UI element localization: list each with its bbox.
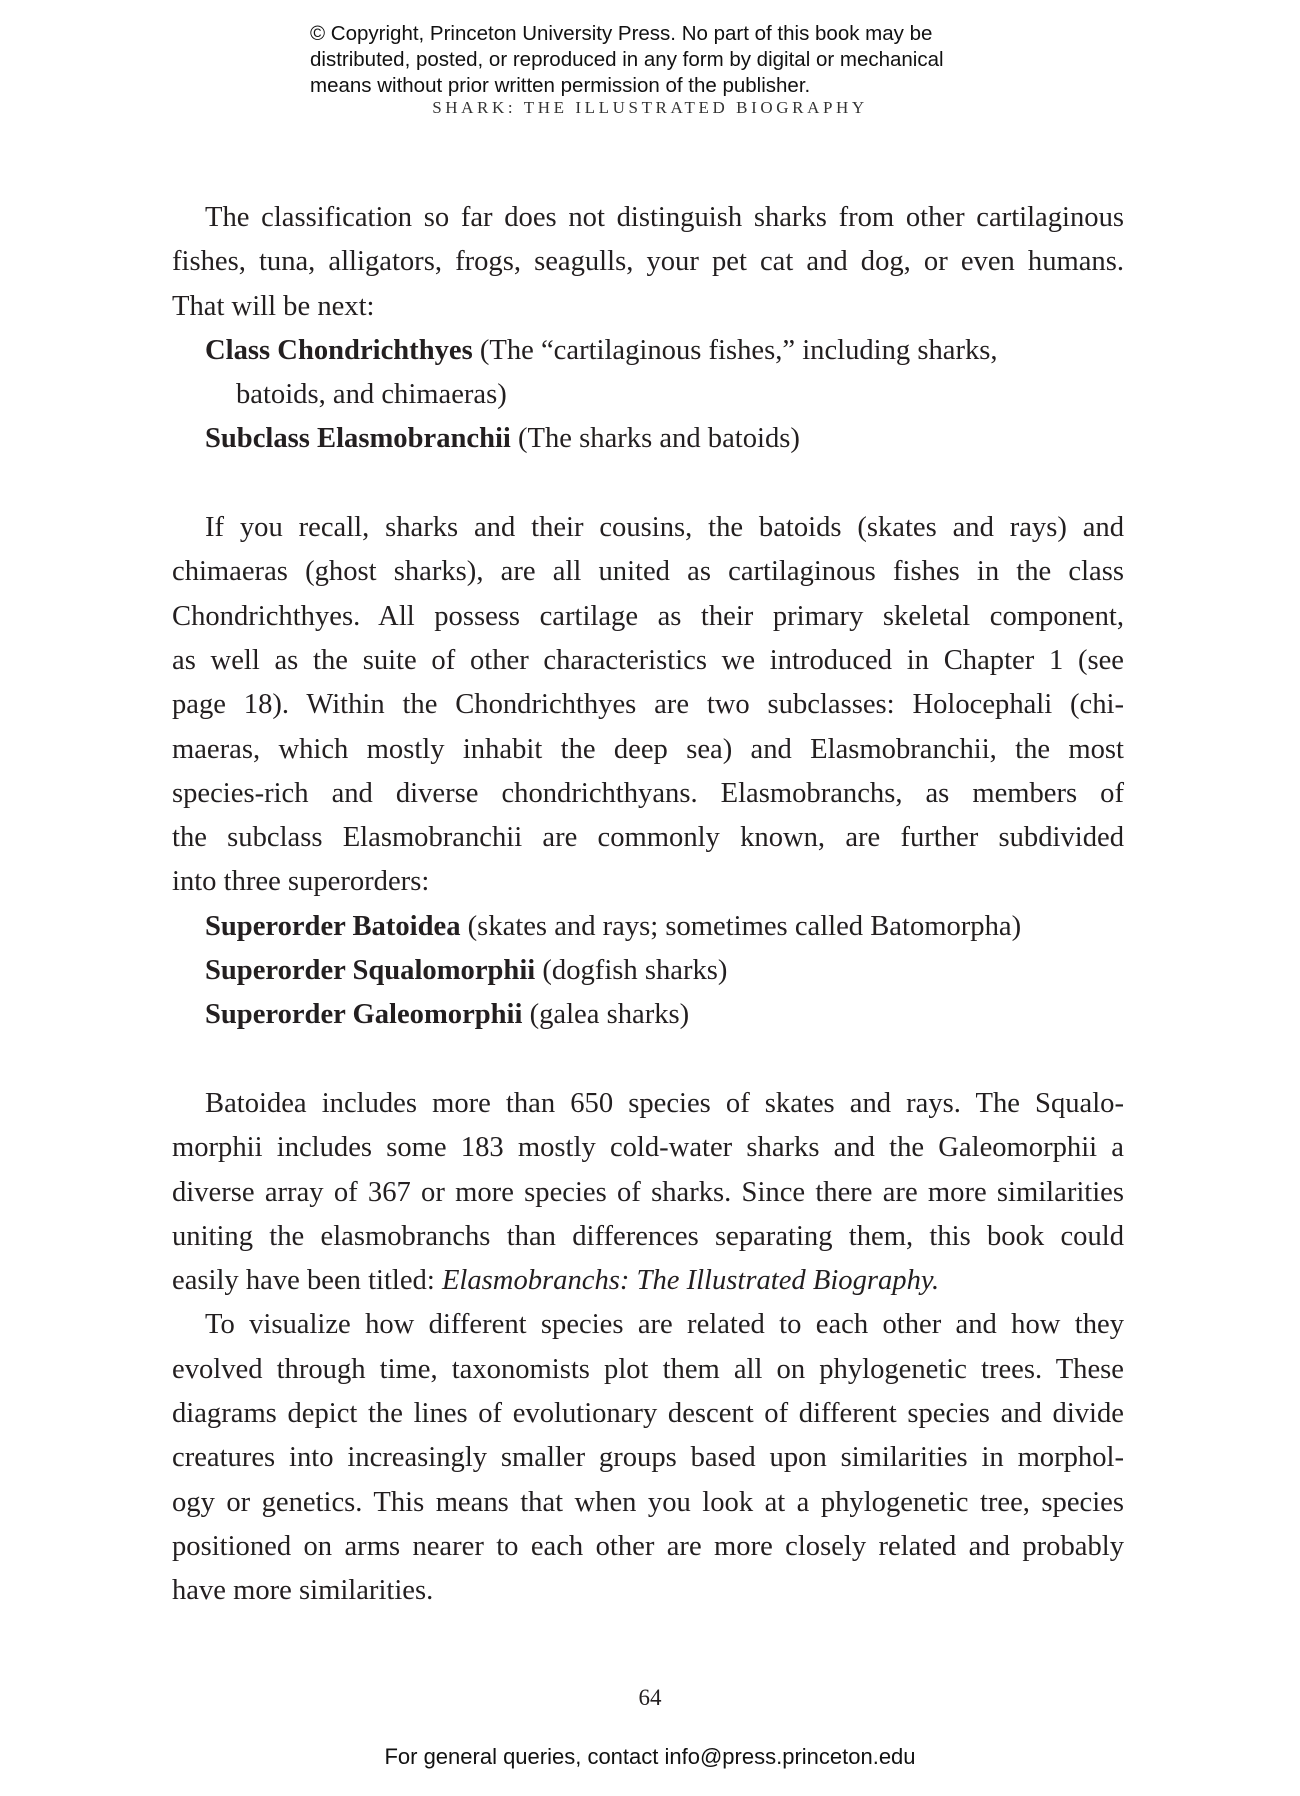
taxon-rank: Class Chondrichthyes xyxy=(205,334,473,366)
taxon-description: (galea sharks) xyxy=(522,999,690,1031)
text-line: ogy or genetics. This means that when you look at a phylogenetic tree, species xyxy=(172,1486,1124,1518)
text-line: as well as the suite of other characteristics we introduced in Chapter 1 (see xyxy=(172,644,1124,676)
taxon-entry xyxy=(172,329,1124,373)
copyright-notice xyxy=(310,21,1030,99)
taxon-rank: Superorder Squalomorphii xyxy=(205,955,536,987)
text-line: fishes, tuna, alligators, frogs, seagulls, your pet cat and dog, or even humans. xyxy=(172,246,1124,278)
text-line: If you recall, sharks and their cousins, the batoids (skates and rays) and xyxy=(205,512,1124,544)
taxon-description: (dogfish sharks) xyxy=(535,955,728,987)
text-line: To visualize how different species are related to each other and how they xyxy=(205,1309,1124,1341)
text-line: have more similarities. xyxy=(172,1575,434,1607)
taxon-rank: Superorder Batoidea xyxy=(205,910,461,942)
paragraph-spacer xyxy=(172,462,1124,506)
copyright-line: means without prior written permission of the publisher. xyxy=(310,74,811,97)
text-fragment: easily have been titled: xyxy=(172,1265,442,1297)
taxonomy-list-2 xyxy=(172,905,1124,1038)
paragraph-3 xyxy=(172,1082,1124,1303)
taxon-description: (skates and rays; sometimes called Batomorpha) xyxy=(460,910,1022,942)
taxon-entry xyxy=(172,949,1124,993)
text-line: page 18). Within the Chondrichthyes are two subclasses: Holocephali (chi- xyxy=(172,689,1124,721)
paragraph-spacer xyxy=(172,1038,1124,1082)
text-line: morphii includes some 183 mostly cold-water sharks and the Galeomorphii a xyxy=(172,1132,1124,1164)
paragraph-2 xyxy=(172,506,1124,905)
text-line xyxy=(172,1259,1124,1303)
taxon-entry xyxy=(172,905,1124,949)
copyright-line: © Copyright, Princeton University Press. No part of this book may be xyxy=(310,22,933,45)
taxon-entry xyxy=(172,417,1124,461)
text-line: maeras, which mostly inhabit the deep sea) and Elasmobranchii, the most xyxy=(172,733,1124,765)
text-line: into three superorders: xyxy=(172,866,430,898)
taxon-rank: Subclass Elasmobranchii xyxy=(205,423,511,455)
taxon-rank: Superorder Galeomorphii xyxy=(205,999,523,1031)
paragraph-4 xyxy=(172,1303,1124,1613)
running-head: SHARK: THE ILLUSTRATED BIOGRAPHY xyxy=(432,98,868,117)
text-line: creatures into increasingly smaller groups based upon similarities in morphol- xyxy=(172,1442,1124,1474)
page-number: 64 xyxy=(638,1685,662,1710)
copyright-line: distributed, posted, or reproduced in any form by digital or mechanical xyxy=(310,48,944,71)
paragraph-1 xyxy=(172,196,1124,329)
text-line: chimaeras (ghost sharks), are all united as cartilaginous fishes in the class xyxy=(172,556,1124,588)
taxon-description: (The “cartilaginous fishes,” including sharks, xyxy=(472,334,998,366)
taxon-entry-continuation: batoids, and chimaeras) xyxy=(236,379,507,411)
taxon-entry xyxy=(172,993,1124,1037)
text-line: That will be next: xyxy=(172,290,375,322)
text-line: species-rich and diverse chondrichthyans. Elasmobranchs, as members of xyxy=(172,777,1124,809)
book-title-italic: Elasmobranchs: The Illustrated Biography. xyxy=(441,1265,940,1297)
taxon-description: (The sharks and batoids) xyxy=(510,423,800,455)
text-line: The classification so far does not distinguish sharks from other cartilaginous xyxy=(205,202,1124,233)
text-line: diagrams depict the lines of evolutionary descent of different species and divide xyxy=(172,1398,1124,1430)
body-text xyxy=(172,196,1124,1614)
text-line: evolved through time, taxonomists plot them all on phylogenetic trees. These xyxy=(172,1353,1124,1385)
text-line: the subclass Elasmobranchii are commonly known, are further subdivided xyxy=(172,822,1124,854)
text-line: Chondrichthyes. All possess cartilage as their primary skeletal component, xyxy=(172,600,1124,632)
taxonomy-list-1 xyxy=(172,329,1124,462)
contact-footer: For general queries, contact info@press.princeton.edu xyxy=(384,1744,916,1769)
text-line: positioned on arms nearer to each other are more closely related and probably xyxy=(172,1530,1124,1562)
text-line: Batoidea includes more than 650 species of skates and rays. The Squalo- xyxy=(205,1087,1124,1119)
text-line: uniting the elasmobranchs than differences separating them, this book could xyxy=(172,1220,1124,1252)
text-line: diverse array of 367 or more species of sharks. Since there are more similarities xyxy=(172,1176,1124,1208)
